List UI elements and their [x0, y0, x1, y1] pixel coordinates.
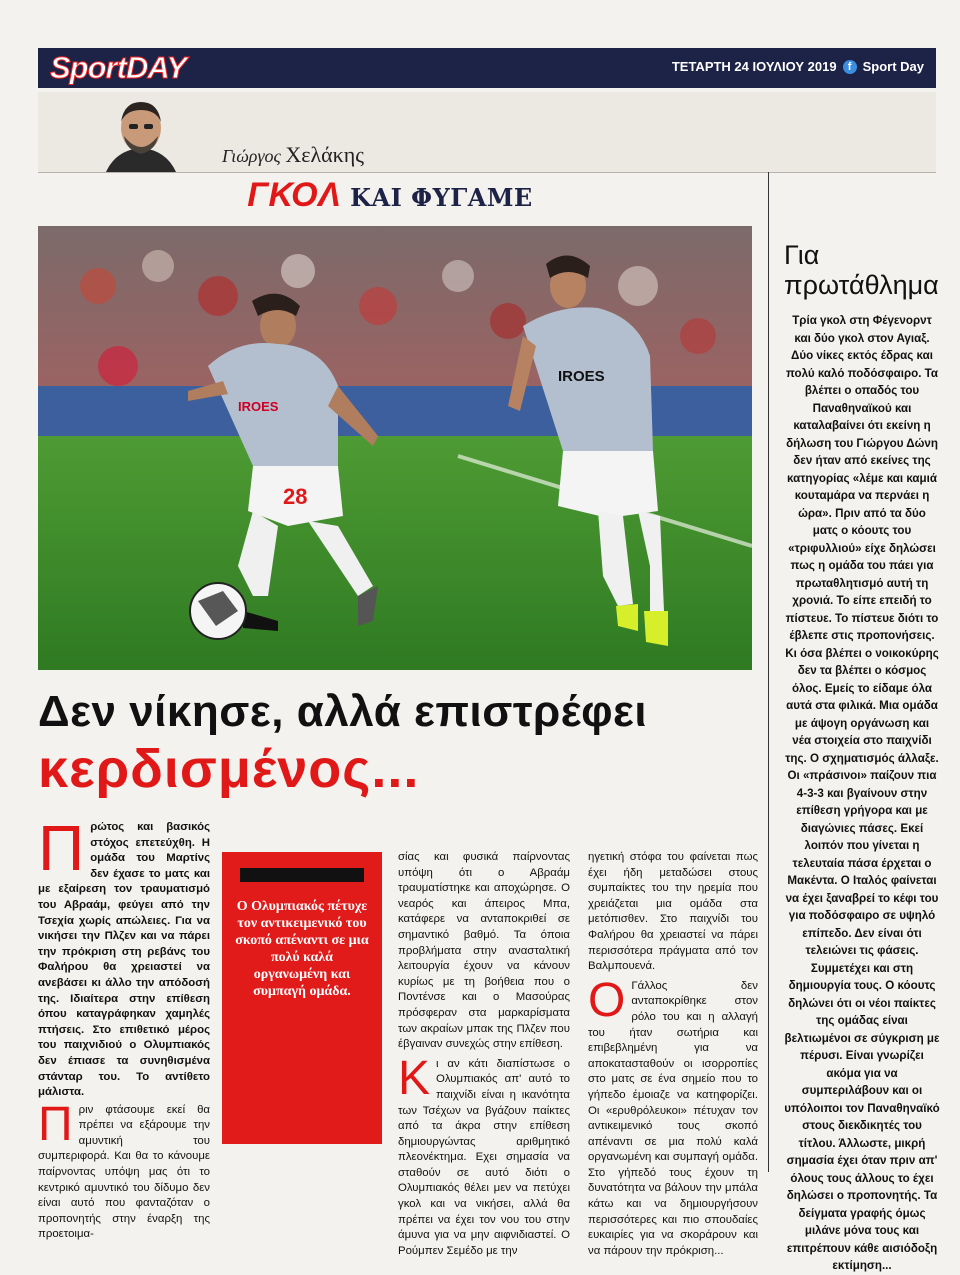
article-paragraph: ηγετική στόφα του φαίνεται πως έχει ήδη μεταδώσει στους συμπαίκτες του την ηρεμία που χρειάζεται μια ομάδα στα μετόπισθεν. Στο παιχνίδι του Φαλήρου θα χρειαστεί να πάρει περισσότερα πράγματα από τον Βαλμπουενά.	[588, 851, 758, 973]
article-paragraph: ι αν κάτι διαπίστωσε ο Ολυμπιακός απ' αυτό το παιχνίδι είναι η ικανότητα των Τσέχων να βγάζουν παίκτες από τα άκρα στην επίθεση δημιουργώντας αριθμητικό πλεονέκτημα. Εχει σημασία να σταθούν σε αυτό διότι ο Ολυμπιακός θέλει μεν να πετύχει γκολ και να νικήσει, αλλά θα πρέπει να έχει τον νου του στην άμυνα για να μην αιφνιδιαστεί. Ο Ρούμπεν Σεμέδο με την	[398, 1057, 570, 1257]
issue-date-line	[672, 59, 924, 74]
sidebar-column	[784, 240, 940, 1275]
column-divider	[768, 172, 769, 1172]
author-avatar	[96, 92, 186, 172]
article-column-1	[38, 812, 210, 1243]
pull-quote-text: Ο Ολυμπιακός πέτυχε τον αντικειμενικό του σκοπό απέναντι σε μια πολύ καλά οργανωμένη και συμπαγή ομάδα.	[235, 899, 369, 999]
issue-date: ΤΕΤΑΡΤΗ 24 ΙΟΥΛΙΟΥ 2019	[671, 59, 837, 74]
article-paragraph: σίας και φυσικά παίρνοντας υπόψη ότι ο Αβραάμ τραυματίστηκε και αποχώρησε. Ο νεαρός και άπειρος Μπα, κατάφερε να ανταποκριθεί σε σημαντικό βαθμό. Τα όποια προβλήματα στην ανασταλτική λειτουργία έχουν να κάνουν κυρίως με τη βοήθεια που ο Ποντένσε και ο Μασούρας πρόσφεραν στα μαρκαρίσματα των ακραίων μπακ της Πλζεν που έβγαιναν συνεχώς στην επίθεση.	[398, 851, 570, 1051]
article-column-4	[588, 850, 758, 1259]
players-image	[38, 226, 752, 670]
article-column-3	[398, 850, 570, 1259]
masthead-bar	[38, 48, 936, 88]
kicker-title	[60, 176, 720, 215]
author-last-name: Χελάκης	[285, 142, 364, 167]
drop-cap: Π	[38, 1097, 73, 1151]
social-handle[interactable]: Sport Day	[862, 59, 924, 74]
pull-quote-box	[222, 852, 382, 1144]
article-paragraph: Γάλλος δεν ανταποκρίθηκε στον ρόλο του και η αλλαγή του ήταν σωτήρια και επιβεβλημένη για να αποκατασταθούν οι ισορροπίες στο ματς σε ένα σημείο που το γήπεδο έμοιαζε να κατηφορίζει. Οι «ερυθρόλευκοι» πέτυχαν τον αντικειμενικό τους σκοπό απέναντι σε μια πολύ καλά οργανωμένη και συμπαγή ομάδα. Στο γήπεδό τους έχουν τη δυνατότητα να βάλουν την μπάλα κάτω και να δημιουργήσουν περισσότερες και πιο σπουδαίες ευκαιρίες για να σκοράρουν και να πάρουν την πρόκριση...	[588, 979, 758, 1257]
kicker-rest: ΚΑΙ ΦΥΓΑΜΕ	[350, 183, 533, 212]
headline-line-1: Δεν νίκησε, αλλά επιστρέφει	[38, 687, 648, 736]
jersey-number: 28	[283, 484, 308, 509]
sponsor-text-1: IROES	[238, 399, 279, 414]
headline-line-2: κερδισμένος...	[38, 739, 420, 799]
sidebar-body: Τρία γκολ στη Φέγενορντ και δύο γκολ στον Αγιαξ. Δύο νίκες εκτός έδρας και πολύ καλό ποδόσφαιρο. Τα βλέπει ο οπαδός του Παναθηναϊκού και καταλαβαίνει ότι εκείνη η δήλωση του Γιώργου Δώνη δεν ήταν από εκείνες της κατηγορίας «λέμε και καμιά κουταμάρα να περνάει η ώρα». Πριν από τα δύο ματς ο κόουτς του «τριφυλλιού» είχε δηλώσει πως η ομάδα του πάει για πρωταθλητισμό αυτή τη χρονιά. Το είπε επειδή το πίστευε. Το πίστευε διότι το έβλεπε στις προπονήσεις. Κι όσα βλέπει ο νοικοκύρης δεν τα βλέπει ο κόσμος όλος. Εμείς το είδαμε όλα αυτά στα φιλικά. Μια ομάδα με άψογη οργάνωση και νέα στοιχεία στο παιχνίδι της. Ο σχηματισμός άλλαξε. Οι «πράσινοι» παίζουν πια 4-3-3 και βγαίνουν στην επίθεση γρήγορα και με διαγώνιες πάσες. Εκεί λοιπόν που γίνεται η τελευταία πάσα έρχεται ο Μακέντα. Ο Ιταλός φαίνεται να έχει ξαναβρεί το κέφι του για ποδόσφαιρο σε υψηλό επίπεδο. Δεν είναι ότι τελειώνει τις φάσεις. Συμμετέχει και στη δημιουργία τους. Ο κόουτς δηλώνει ότι οι νέοι παίκτες της ομάδας είναι βελτιωμένοι σε σύγκριση με πέρυσι. Είναι γνωρίζει ακόμα για να συμπεριλάβουν και οι υπόλοιποι τον Παναθηναϊκό στους διεκδικητές του τίτλου. Άλλωστε, μικρή σημασία έχει όταν πριν απ' όλους τους άλλους το έχει δηλώσει ο προπονητής. Τα δείγματα γραφής όμως μιλάνε μόνα τους και επιτρέπουν κάθε αισιόδοξη εκτίμηση...	[784, 314, 940, 1272]
sidebar-title: Για πρωτάθλημα	[784, 240, 939, 300]
sportday-logo[interactable]: SportDAY	[50, 50, 187, 85]
drop-cap: Κ	[398, 1051, 431, 1105]
author-first-name: Γιώργος	[222, 146, 281, 166]
main-headline	[38, 686, 758, 800]
sponsor-text-2: IROES	[558, 368, 605, 385]
drop-cap: Ο	[588, 973, 626, 1027]
author-byline	[222, 142, 364, 168]
facebook-icon[interactable]: f	[843, 60, 857, 74]
quote-bar	[240, 868, 364, 882]
match-photo	[38, 226, 752, 670]
kicker-red: ΓΚΟΛ	[247, 176, 342, 214]
article-paragraph: ρώτος και βασικός στόχος επετεύχθη. Η ομάδα του Μαρτίνς δεν έχασε το ματς και με εξαίρεση τον τραυματισμό του Αβραάμ, φεύγει από την Τσεχία χωρίς απώλειες. Για να νικήσει την Πλζεν και να πάρει την πρόκριση στη ρεβάνς του Φαλήρου θα χρειαστεί να ανεβάσει κι άλλο την απόδοσή της. Ιδιαίτερα στην επίθεση όπου καταγράφηκαν χαμηλές πτήσεις. Στο επιθετικό μέρος του παιχνιδιού ο Ολυμπιακός δεν έπιασε τα συνηθισμένα στάνταρ του. Το αντίθετο μάλιστα.	[38, 821, 210, 1099]
author-band	[38, 92, 936, 173]
article-paragraph: ριν φτάσουμε εκεί θα πρέπει να εξάρουμε την αμυντική του συμπεριφορά. Και θα το κάνουμε παίρνοντας υπόψη μας ότι το κεντρικό αμυντικό του δίδυμο δεν είναι αυτό που φανταζόταν ο προπονητής στην έναρξη της προετοιμα-	[38, 1103, 210, 1241]
drop-cap: Π	[38, 812, 85, 884]
